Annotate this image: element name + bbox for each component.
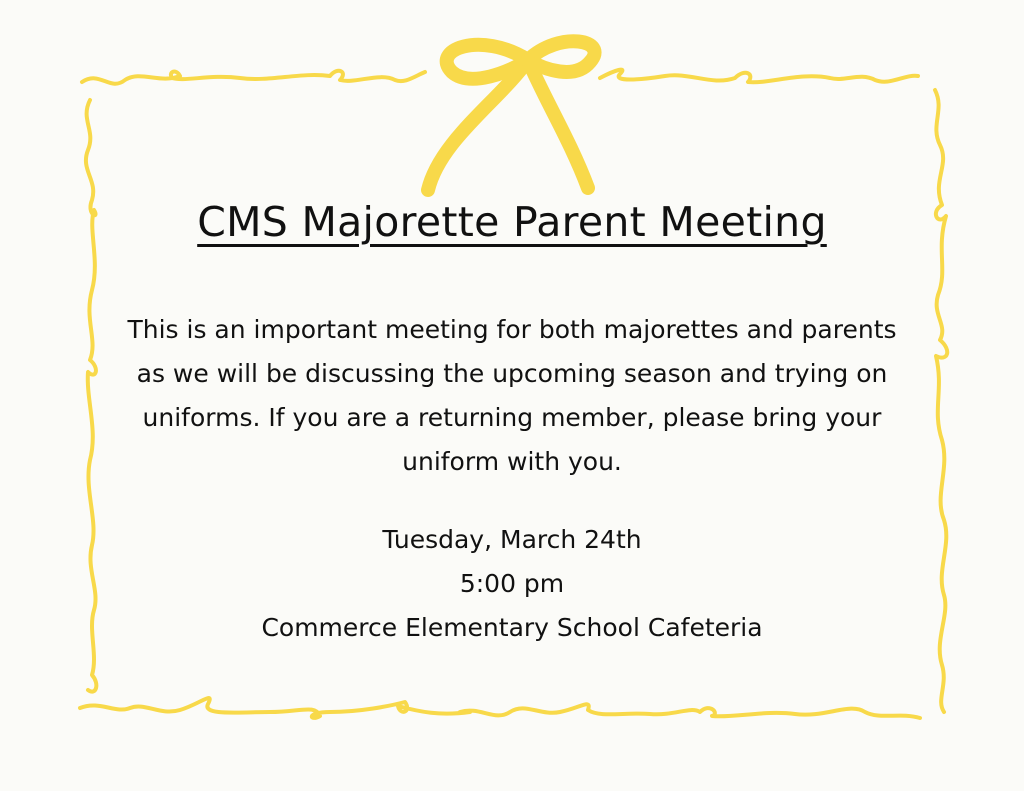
ribbon-border-bottom-left [80, 698, 470, 718]
meeting-description: This is an important meeting for both majorettes and parents as we will be discussing the upcoming season and trying on uniforms. If you are a returning member, please bring your uniform with you. [127, 315, 897, 476]
ribbon-border-bottom-right [460, 704, 920, 718]
meeting-title: CMS Majorette Parent Meeting [197, 198, 827, 246]
meeting-location: Commerce Elementary School Cafeteria [261, 613, 763, 642]
ribbon-border-top-left [82, 71, 425, 84]
ribbon-border-top-right [600, 70, 918, 83]
meeting-time: 5:00 pm [459, 569, 565, 598]
meeting-date: Tuesday, March 24th [382, 525, 642, 554]
ribbon-bow-icon [428, 41, 595, 190]
meeting-details [0, 518, 1024, 650]
